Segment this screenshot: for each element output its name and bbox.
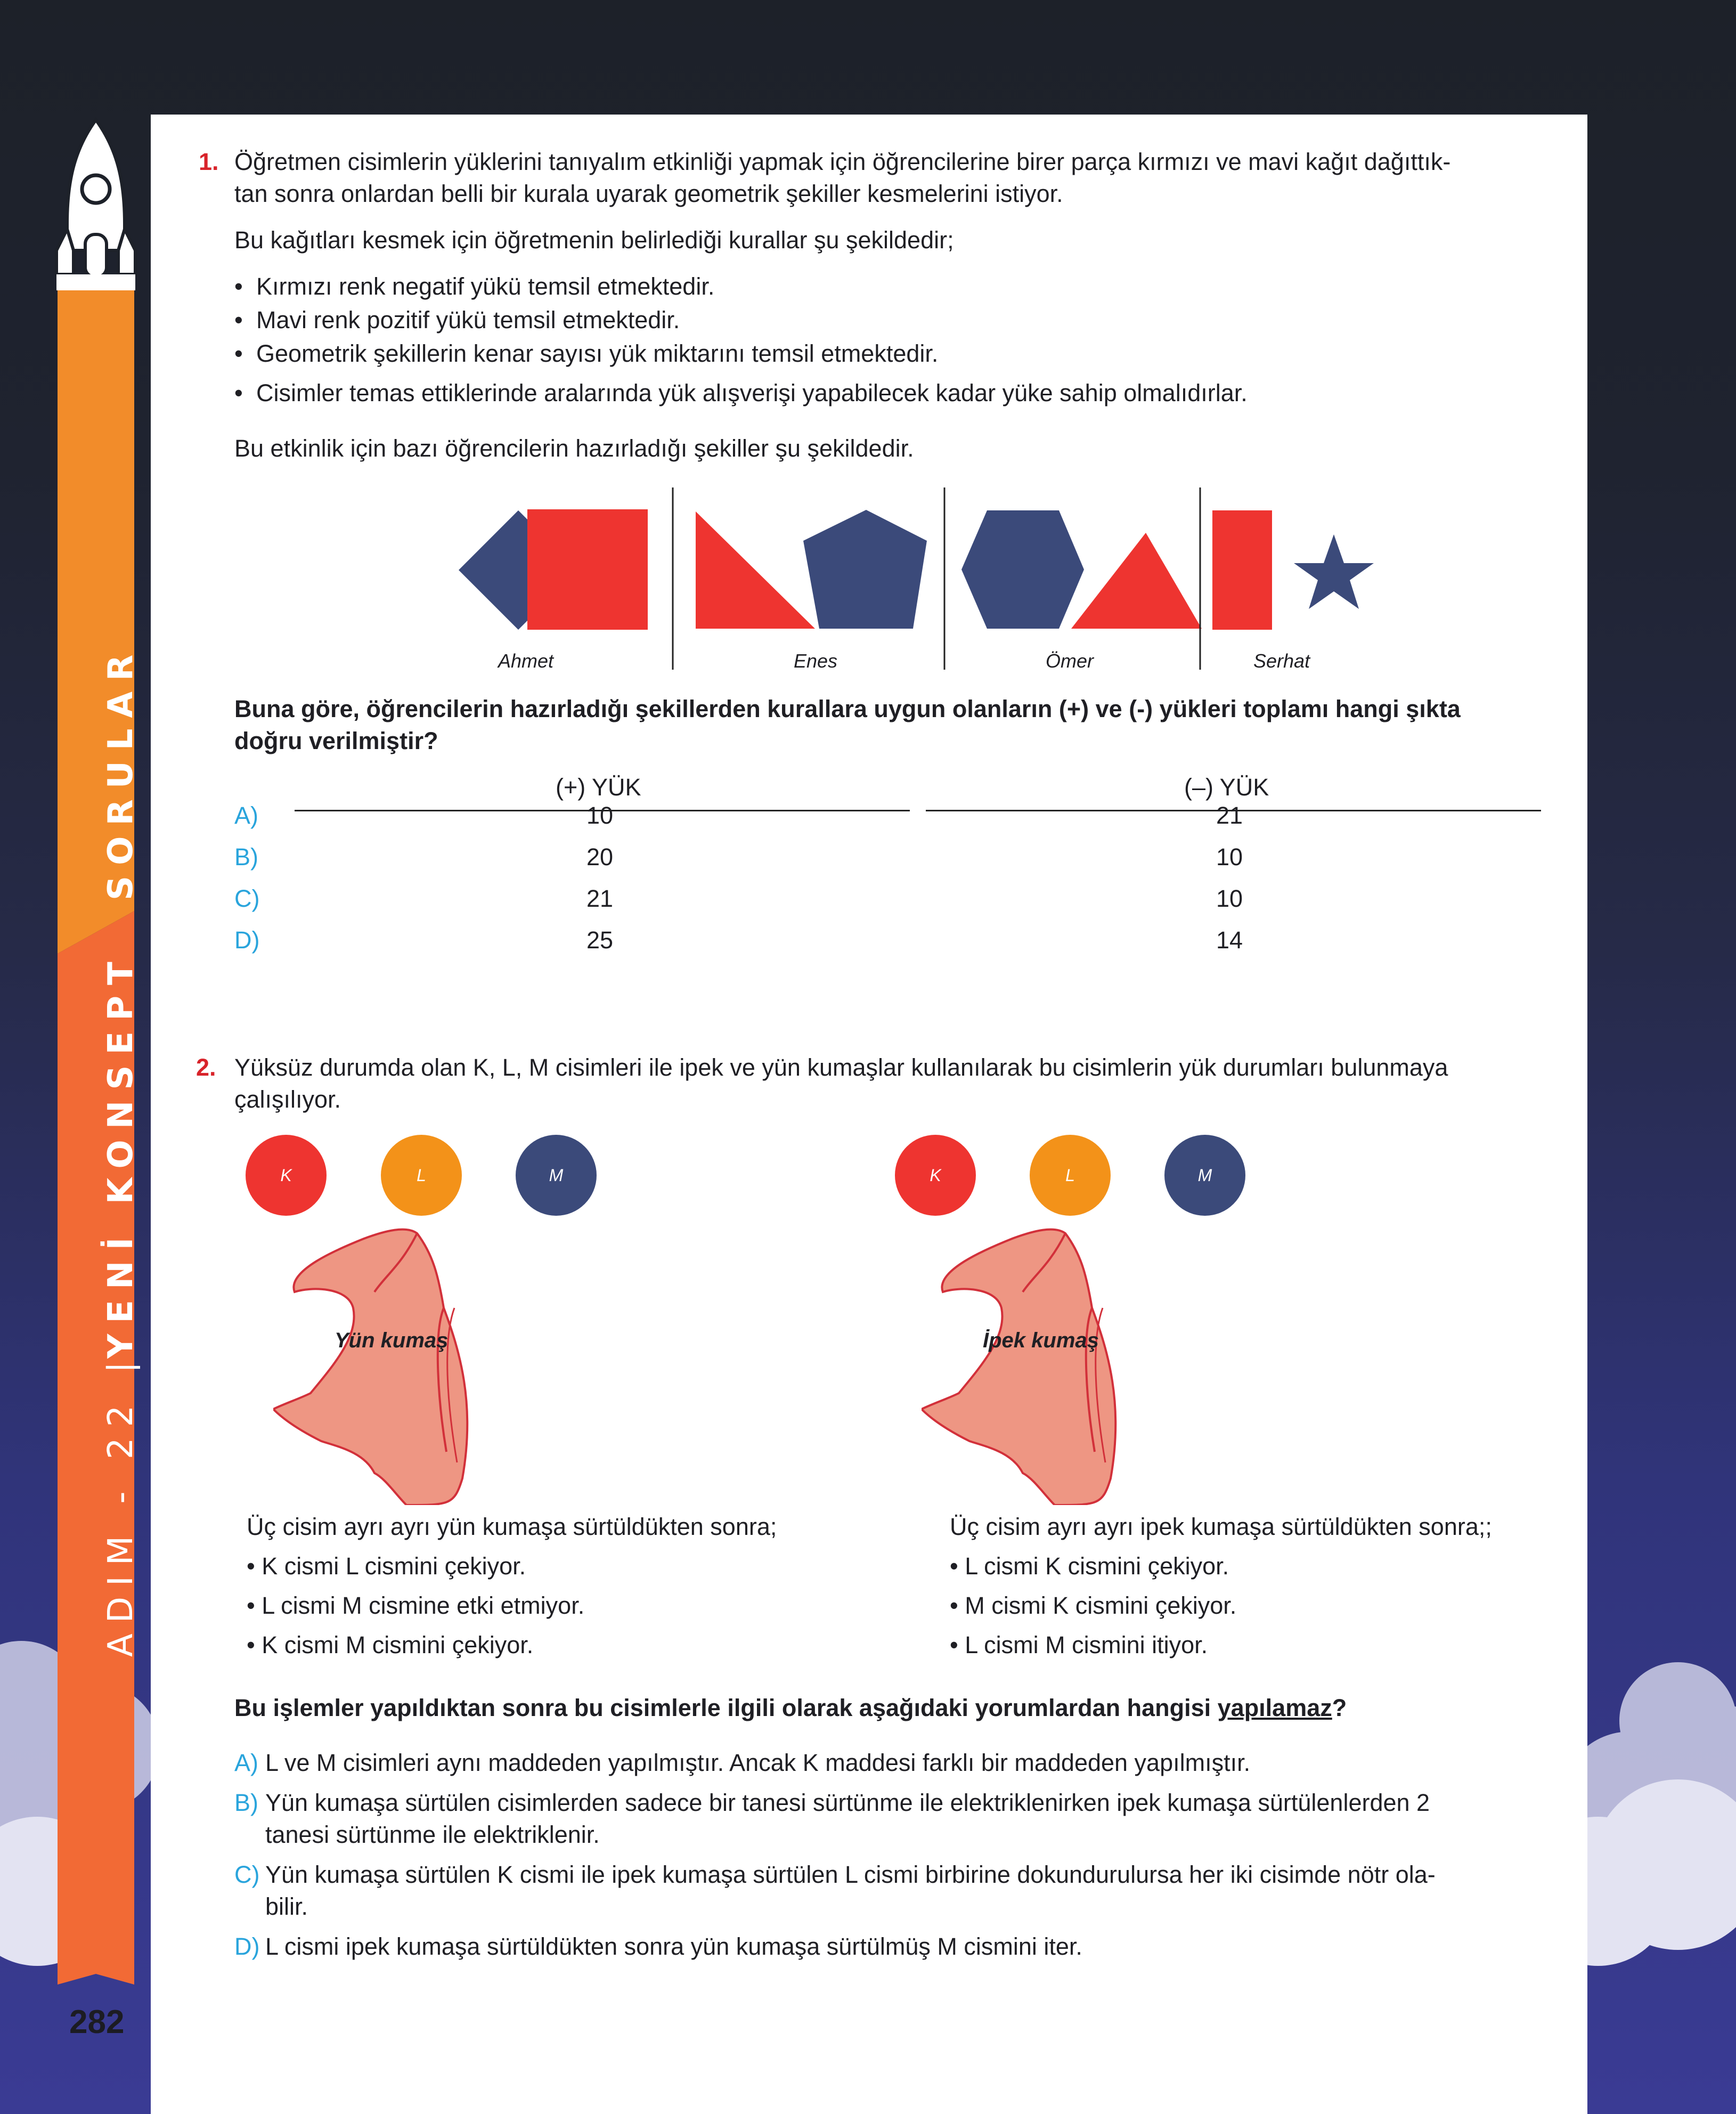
q1-option-a[interactable]: A) — [234, 802, 258, 829]
q2-option-b[interactable]: B) — [234, 1789, 258, 1816]
q1-question-line1: Buna göre, öğrencilerin hazırladığı şekillerden kurallara uygun olanların (+) ve (-) yükleri toplamı hangi şıkta — [234, 695, 1461, 722]
q1-option-d[interactable]: D) — [234, 926, 260, 954]
q1-bullet-2: Mavi renk pozitif yükü temsil etmektedir. — [256, 306, 680, 334]
q1-figure-intro: Bu etkinlik için bazı öğrencilerin hazırladığı şekiller şu şekildedir. — [234, 435, 914, 462]
page-number: 282 — [69, 2004, 125, 2040]
q1-option-c-neg: 10 — [1216, 885, 1243, 912]
q2-option-b-text-2: tanesi sürtünme ile elektriklenir. — [265, 1821, 600, 1848]
serhat-red-rectangle — [1212, 510, 1272, 630]
caption-serhat: Serhat — [1253, 650, 1310, 672]
shapes-figure — [151, 482, 1587, 685]
right-heading: Üç cisim ayrı ayrı ipek kumaşa sürtüldükten sonra;; — [950, 1513, 1492, 1540]
ball-k-right: K — [895, 1135, 976, 1216]
q2-option-d[interactable]: D) — [234, 1933, 260, 1960]
q1-option-c[interactable]: C) — [234, 885, 260, 912]
header-positive: (+) YÜK — [556, 774, 641, 801]
q2-option-c[interactable]: C) — [234, 1861, 260, 1888]
q2-option-a[interactable]: A) — [234, 1749, 258, 1776]
silk-cloth-illustration — [922, 1228, 1177, 1505]
left-item-2: • L cismi M cismine etki etmiyor. — [247, 1592, 585, 1619]
silk-cloth-label: İpek kumaş — [983, 1329, 1099, 1352]
ball-l-right: L — [1030, 1135, 1111, 1216]
q1-bullet-3: Geometrik şekillerin kenar sayısı yük miktarını temsil etmektedir. — [256, 340, 939, 367]
rocket-icon — [56, 120, 135, 290]
q1-intro-line1: Öğretmen cisimlerin yüklerini tanıyalım etkinliği yapmak için öğrencilerine birer parça kırmızı ve mavi kağıt dağıttık- — [234, 148, 1451, 175]
q2-intro-line1: Yüksüz durumda olan K, L, M cisimleri ile ipek ve yün kumaşlar kullanılarak bu cisimlerin yük durumları bulunmaya — [234, 1054, 1448, 1081]
q1-option-b-pos: 20 — [586, 843, 614, 871]
right-item-1: • L cismi K cismini çekiyor. — [950, 1552, 1229, 1580]
q1-option-b-neg: 10 — [1216, 843, 1243, 871]
q1-option-b[interactable]: B) — [234, 843, 258, 871]
q1-bullet-1: Kırmızı renk negatif yükü temsil etmektedir. — [256, 273, 715, 300]
left-heading: Üç cisim ayrı ayrı yün kumaşa sürtüldükten sonra; — [247, 1513, 777, 1540]
q2-option-d-text: L cismi ipek kumaşa sürtüldükten sonra yün kumaşa sürtülmüş M cismini iter. — [265, 1933, 1082, 1960]
wool-cloth-illustration — [273, 1228, 529, 1505]
q2-number: 2. — [196, 1054, 216, 1081]
serhat-blue-star — [1294, 534, 1374, 609]
omer-blue-hexagon — [961, 510, 1084, 629]
bullet-dot: • — [234, 340, 243, 367]
q1-option-c-pos: 21 — [586, 885, 614, 912]
q1-question-line2: doğru verilmiştir? — [234, 727, 438, 754]
q1-intro-line2: tan sonra onlardan belli bir kurala uyarak geometrik şekiller kesmelerini istiyor. — [234, 180, 1063, 207]
bullet-dot: • — [234, 306, 243, 334]
left-item-3: • K cismi M cismini çekiyor. — [247, 1631, 534, 1658]
q1-option-d-pos: 25 — [586, 926, 614, 954]
sidebar-label-sorular: SORULAR — [101, 644, 141, 900]
ahmet-red-square — [527, 509, 648, 630]
q1-number: 1. — [199, 148, 219, 175]
header-negative: (–) YÜK — [1184, 774, 1269, 801]
ball-m-left: M — [516, 1135, 597, 1216]
left-item-1: • K cismi L cismini çekiyor. — [247, 1552, 526, 1580]
sidebar-label-konsept: YENİ KONSEPT — [101, 951, 141, 1359]
sidebar-label-adim: ADIM - 22 | — [101, 1351, 141, 1657]
q2-question-underlined: yapılamaz — [1217, 1694, 1332, 1721]
q2-question-prefix: Bu işlemler yapıldıktan sonra bu cisimlerle ilgili olarak aşağıdaki yorumlardan hangisi — [234, 1694, 1218, 1721]
q2-question — [234, 1692, 1347, 1725]
ball-m-right: M — [1164, 1135, 1245, 1216]
q1-bullet-4: Cisimler temas ettiklerinde aralarında yük alışverişi yapabilecek kadar yüke sahip olmalıdırlar. — [256, 379, 1248, 406]
right-item-3: • L cismi M cismini itiyor. — [950, 1631, 1208, 1658]
caption-enes: Enes — [794, 650, 838, 672]
q1-rules-intro: Bu kağıtları kesmek için öğretmenin belirlediği kurallar şu şekildedir; — [234, 226, 954, 254]
ball-k-left: K — [246, 1135, 327, 1216]
enes-blue-pentagon — [803, 510, 927, 629]
q2-option-b-text-1: Yün kumaşa sürtülen cisimlerden sadece bir tanesi sürtünme ile elektriklenirken ipek kumaşa sürtülenlerden 2 — [265, 1789, 1430, 1816]
q1-option-a-pos: 10 — [586, 802, 614, 829]
bullet-dot: • — [234, 273, 243, 300]
q2-option-a-text: L ve M cisimleri aynı maddeden yapılmıştır. Ancak K maddesi farklı bir maddeden yapılmıştır. — [265, 1749, 1251, 1776]
page — [151, 115, 1587, 2114]
enes-red-triangle — [696, 511, 815, 629]
q1-option-d-neg: 14 — [1216, 926, 1243, 954]
q1-option-a-neg: 21 — [1216, 802, 1243, 829]
q2-option-c-text-2: bilir. — [265, 1893, 308, 1920]
caption-omer: Ömer — [1046, 650, 1094, 672]
ball-l-left: L — [381, 1135, 462, 1216]
bullet-dot: • — [234, 379, 243, 406]
right-item-2: • M cismi K cismini çekiyor. — [950, 1592, 1237, 1619]
q2-intro-line2: çalışılıyor. — [234, 1086, 341, 1113]
q2-question-suffix: ? — [1332, 1694, 1347, 1721]
omer-red-triangle — [1071, 533, 1202, 629]
caption-ahmet: Ahmet — [498, 650, 554, 672]
q2-option-c-text-1: Yün kumaşa sürtülen K cismi ile ipek kumaşa sürtülen L cismi birbirine dokundurulursa her iki cisimde nötr ola- — [265, 1861, 1436, 1888]
wool-cloth-label: Yün kumaş — [335, 1329, 449, 1352]
